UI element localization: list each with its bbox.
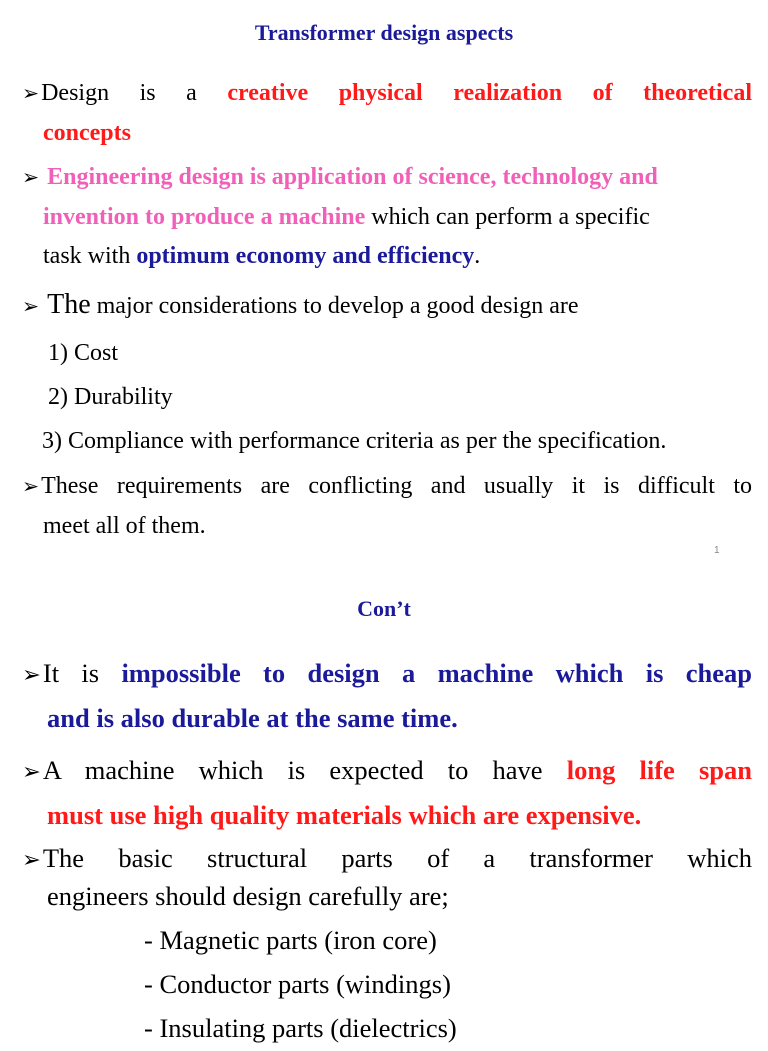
bullet-structural-line2: engineers should design carefully are; <box>47 881 449 911</box>
list-item-conductor-parts: - Conductor parts (windings) <box>144 969 451 999</box>
bullet-long-life-line1 <box>22 748 752 795</box>
page-number: 1 <box>714 545 720 556</box>
slide-title: Transformer design aspects <box>254 20 514 45</box>
list-item-insulating-parts: - Insulating parts (dielectrics) <box>144 1013 457 1043</box>
emphasis-text: impossible to design a machine which is cheap <box>121 658 752 688</box>
emphasis-text: Engineering design is application of science, technology and <box>47 164 658 190</box>
bullet-requirements-line2: meet all of them. <box>43 513 206 539</box>
bullet-engineering-line3 <box>43 236 480 276</box>
list-item-durability: 2) Durability <box>48 384 173 410</box>
bullet-text: Design is a <box>41 80 228 106</box>
arrow-bullet-icon: ➢ <box>22 81 40 105</box>
bullet-long-life-line2 <box>47 793 641 838</box>
bullet-lead-word: The <box>47 289 91 320</box>
bullet-text: A machine which is expected to have <box>42 755 567 785</box>
arrow-bullet-icon: ➢ <box>22 165 40 189</box>
bullet-text: which can perform a specific <box>365 204 650 230</box>
bullet-text: It is <box>42 658 122 688</box>
arrow-bullet-icon: ➢ <box>22 847 41 873</box>
emphasis-text: invention to produce a machine <box>43 204 366 230</box>
bullet-requirements-line1 <box>22 466 752 506</box>
bullet-considerations <box>22 285 579 326</box>
arrow-bullet-icon: ➢ <box>22 294 40 318</box>
bullet-engineering-line2 <box>43 197 650 237</box>
arrow-bullet-icon: ➢ <box>22 474 40 498</box>
bullet-text: These requirements are conflicting and usually it is difficult to <box>41 473 752 499</box>
list-item-compliance: 3) Compliance with performance criteria as per the specification. <box>42 428 667 454</box>
list-item-magnetic-parts: - Magnetic parts (iron core) <box>144 925 437 955</box>
bullet-design-line2 <box>43 113 131 153</box>
emphasis-text: creative physical realization of theoretical <box>227 80 752 106</box>
arrow-bullet-icon: ➢ <box>22 662 41 688</box>
emphasis-text: concepts <box>43 120 131 146</box>
emphasis-text: long life span <box>566 755 753 785</box>
bullet-impossible-line1 <box>22 651 752 698</box>
emphasis-text: optimum economy and efficiency <box>136 243 475 269</box>
bullet-design-line1 <box>22 73 752 113</box>
slide-title: Con’t <box>357 596 411 621</box>
bullet-text: The basic structural parts of a transformer which <box>42 843 752 873</box>
list-item-cost: 1) Cost <box>48 340 119 366</box>
arrow-bullet-icon: ➢ <box>22 759 41 785</box>
emphasis-text: and is also durable at the same time. <box>47 703 458 733</box>
bullet-text: . <box>474 243 481 269</box>
bullet-engineering-line1 <box>22 157 658 197</box>
emphasis-text: must use high quality materials which are expensive. <box>47 800 642 830</box>
bullet-text: major considerations to develop a good design are <box>90 293 579 319</box>
bullet-impossible-line2 <box>47 696 458 741</box>
bullet-text: task with <box>43 243 137 269</box>
